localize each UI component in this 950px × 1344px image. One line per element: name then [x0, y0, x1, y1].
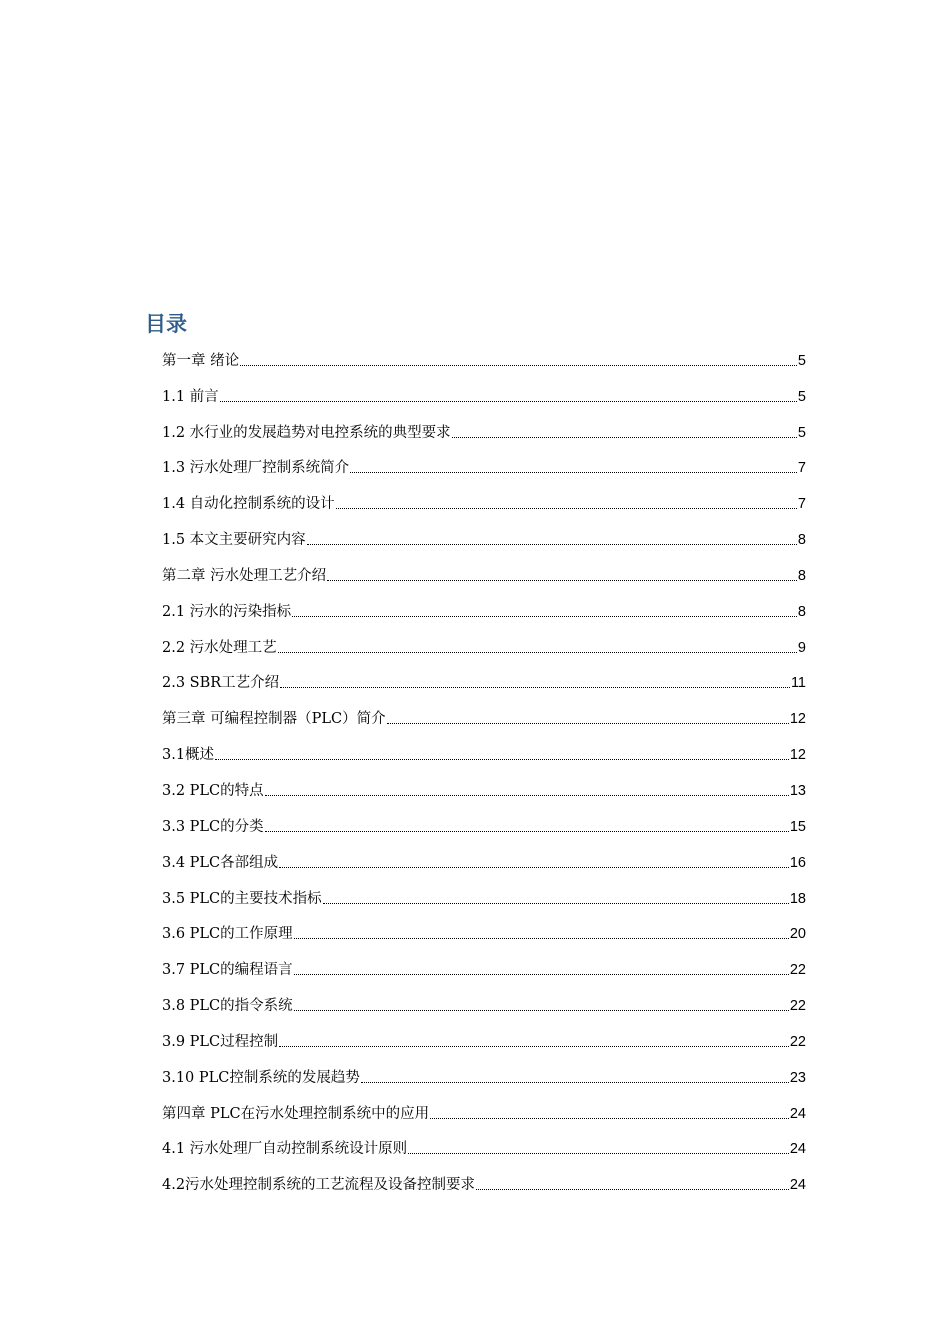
toc-dot-leader [265, 795, 789, 796]
toc-entry-label: 1.5 本文主要研究内容 [162, 532, 306, 549]
toc-entry-page-number: 8 [797, 567, 806, 584]
toc-entry-label: 4.1 污水处理厂自动控制系统设计原则 [162, 1141, 408, 1158]
toc-entry-label: 第三章 可编程控制器（PLC）简介 [162, 711, 386, 728]
toc-entry-label: 2.2 污水处理工艺 [162, 639, 277, 656]
toc-entry[interactable] [162, 407, 806, 443]
toc-dot-leader [294, 938, 789, 939]
toc-entry-label: 1.4 自动化控制系统的设计 [162, 496, 335, 513]
toc-dot-leader [279, 867, 789, 868]
toc-entry-label: 2.3 SBR工艺介绍 [162, 675, 280, 692]
toc-entry-label: 1.3 污水处理厂控制系统简介 [162, 460, 350, 477]
toc-entry[interactable] [162, 658, 806, 694]
toc-entry[interactable] [162, 514, 806, 550]
toc-dot-leader [280, 687, 790, 688]
toc-entry-label: 2.1 污水的污染指标 [162, 603, 292, 620]
toc-entry[interactable] [162, 371, 806, 407]
toc-entry[interactable] [162, 478, 806, 514]
toc-entry[interactable] [162, 1052, 806, 1088]
toc-entry-label: 第二章 污水处理工艺介绍 [162, 567, 327, 584]
toc-entry[interactable] [162, 693, 806, 729]
toc-dot-leader [452, 437, 797, 438]
toc-dot-leader [215, 759, 789, 760]
toc-entry-page-number: 12 [789, 747, 806, 764]
toc-entry-page-number: 18 [789, 890, 806, 907]
toc-entry[interactable] [162, 765, 806, 801]
toc-entry[interactable] [162, 980, 806, 1016]
toc-entry-label: 3.3 PLC的分类 [162, 818, 264, 835]
toc-entry-label: 3.9 PLC过程控制 [162, 1033, 279, 1050]
toc-entry-label: 1.1 前言 [162, 388, 219, 405]
toc-entry-page-number: 5 [797, 388, 806, 405]
toc-entry-label: 3.1概述 [162, 747, 215, 764]
toc-dot-leader [278, 652, 797, 653]
toc-entry-page-number: 5 [797, 424, 806, 441]
toc-entry[interactable] [162, 550, 806, 586]
toc-entry-label: 3.8 PLC的指令系统 [162, 998, 293, 1015]
toc-entry[interactable] [162, 801, 806, 837]
toc-dot-leader [327, 580, 797, 581]
toc-entry-label: 3.6 PLC的工作原理 [162, 926, 293, 943]
toc-entry[interactable] [162, 1124, 806, 1160]
toc-entry[interactable] [162, 1159, 806, 1195]
toc-dot-leader [307, 544, 797, 545]
toc-entry[interactable] [162, 586, 806, 622]
toc-dot-leader [350, 472, 797, 473]
toc-entry-page-number: 24 [789, 1105, 806, 1122]
toc-entry-label: 3.2 PLC的特点 [162, 782, 264, 799]
toc-entry-label: 3.7 PLC的编程语言 [162, 962, 293, 979]
toc-entry[interactable] [162, 1088, 806, 1124]
toc-dot-leader [323, 903, 789, 904]
toc-dot-leader [336, 508, 797, 509]
toc-entry-label: 3.4 PLC各部组成 [162, 854, 279, 871]
toc-dot-leader [294, 1010, 789, 1011]
toc-entry-page-number: 11 [790, 675, 806, 692]
toc-entry-page-number: 7 [797, 460, 806, 477]
toc-entry-label: 1.2 水行业的发展趋势对电控系统的典型要求 [162, 424, 451, 441]
toc-entry[interactable] [162, 1016, 806, 1052]
toc-entry-page-number: 24 [789, 1141, 806, 1158]
toc-entry-page-number: 20 [789, 926, 806, 943]
toc-entry-page-number: 13 [789, 782, 806, 799]
toc-dot-leader [476, 1189, 789, 1190]
toc-entry-label: 3.10 PLC控制系统的发展趋势 [162, 1069, 360, 1086]
toc-dot-leader [430, 1118, 789, 1119]
toc-dot-leader [408, 1153, 789, 1154]
toc-entry-page-number: 7 [797, 496, 806, 513]
toc-entry[interactable] [162, 335, 806, 371]
toc-dot-leader [279, 1046, 789, 1047]
toc-entry-page-number: 24 [789, 1177, 806, 1194]
toc-entry-page-number: 22 [789, 962, 806, 979]
toc-entry-page-number: 8 [797, 603, 806, 620]
toc-entry[interactable] [162, 622, 806, 658]
toc-entry-label: 第一章 绪论 [162, 352, 240, 369]
toc-entry-page-number: 12 [789, 711, 806, 728]
toc-entry-page-number: 15 [789, 818, 806, 835]
toc-entry-page-number: 5 [797, 352, 806, 369]
toc-entry-page-number: 9 [797, 639, 806, 656]
toc-entry[interactable] [162, 909, 806, 945]
toc-list [162, 335, 806, 1195]
toc-entry[interactable] [162, 873, 806, 909]
toc-dot-leader [265, 831, 789, 832]
toc-entry-page-number: 23 [789, 1069, 806, 1086]
toc-heading: 目录 [145, 312, 187, 336]
toc-dot-leader [292, 616, 797, 617]
toc-dot-leader [387, 723, 789, 724]
toc-dot-leader [361, 1082, 789, 1083]
toc-entry-page-number: 22 [789, 998, 806, 1015]
toc-dot-leader [294, 974, 789, 975]
toc-entry[interactable] [162, 443, 806, 479]
toc-entry[interactable] [162, 837, 806, 873]
toc-entry-label: 4.2污水处理控制系统的工艺流程及设备控制要求 [162, 1177, 476, 1194]
toc-entry[interactable] [162, 944, 806, 980]
toc-entry-label: 3.5 PLC的主要技术指标 [162, 890, 322, 907]
toc-dot-leader [220, 401, 797, 402]
toc-entry[interactable] [162, 729, 806, 765]
toc-dot-leader [240, 365, 797, 366]
toc-entry-page-number: 22 [789, 1033, 806, 1050]
toc-entry-page-number: 8 [797, 532, 806, 549]
toc-entry-label: 第四章 PLC在污水处理控制系统中的应用 [162, 1105, 430, 1122]
toc-entry-page-number: 16 [789, 854, 806, 871]
